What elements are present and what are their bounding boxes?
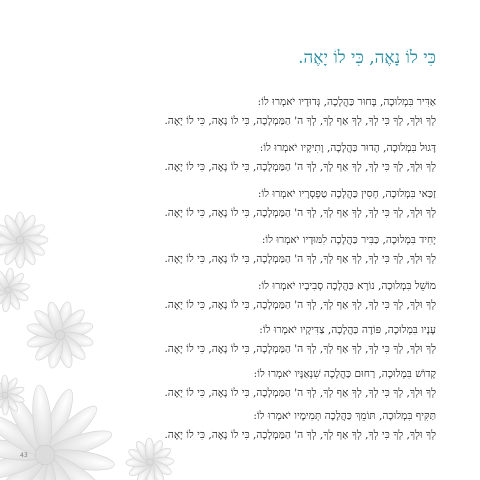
stanza-verse: תַּקִּיף בִּמְלוּכָה, תּוֹמֵךְ כַּהֲלָכָה תְּמִימָיו יֹאמְרוּ לוֹ: <box>253 410 436 422</box>
page-number: 43 <box>20 452 28 459</box>
stanza-refrain: לְךָ וּלְךָ, לְךָ כִּי לְךָ, לְךָ אַף לְךָ, לְךָ ה' הַמַּמְלָכָה, כִּי לוֹ נָאֶה, כִּי לוֹ יָאֶה. <box>164 429 436 441</box>
stanza-7 <box>164 367 436 400</box>
stanza-6 <box>164 323 436 356</box>
stanza-verse: יָחִיד בִּמְלוּכָה, כַּבִּיר כַּהֲלָכָה לִמּוּדָיו יֹאמְרוּ לוֹ: <box>261 234 436 246</box>
stanza-refrain: לְךָ וּלְךָ, לְךָ כִּי לְךָ, לְךָ אַף לְךָ, לְךָ ה' הַמַּמְלָכָה, כִּי לוֹ נָאֶה, כִּי לוֹ יָאֶה. <box>164 253 436 265</box>
stanza-refrain: לְךָ וּלְךָ, לְךָ כִּי לְךָ, לְךָ אַף לְךָ, לְךָ ה' הַמַּמְלָכָה, כִּי לוֹ נָאֶה, כִּי לוֹ יָאֶה. <box>164 299 436 311</box>
stanza-refrain: לְךָ וּלְךָ, לְךָ כִּי לְךָ, לְךָ אַף לְךָ, לְךָ ה' הַמַּמְלָכָה, כִּי לוֹ נָאֶה, כִּי לוֹ יָאֶה. <box>164 343 436 355</box>
stanza-5 <box>164 279 436 312</box>
daisy-flower <box>0 212 48 268</box>
stanza-verse: דָּגוּל בִּמְלוּכָה, הָדוּר כַּהֲלָכָה, וָתִיקָיו יֹאמְרוּ לוֹ: <box>259 142 436 154</box>
stanza-4 <box>164 233 436 266</box>
stanza-refrain: לְךָ וּלְךָ, לְךָ כִּי לְךָ, לְךָ אַף לְךָ, לְךָ ה' הַמַּמְלָכָה, כִּי לוֹ נָאֶה, כִּי לוֹ יָאֶה. <box>164 207 436 219</box>
daisy-flower <box>0 268 30 313</box>
page-title: כִּי לוֹ נָאֶה, כִּי לוֹ יָאֶה. <box>298 48 436 68</box>
stanza-2 <box>164 141 436 174</box>
daisy-flower <box>126 438 174 480</box>
stanza-refrain: לְךָ וּלְךָ, לְךָ כִּי לְךָ, לְךָ אַף לְךָ, לְךָ ה' הַמַּמְלָכָה, כִּי לוֹ נָאֶה, כִּי לוֹ יָאֶה. <box>164 161 436 173</box>
stanza-verse: קָדוֹשׁ בִּמְלוּכָה, רַחוּם כַּהֲלָכָה שִׁנְאַנָּיו יֹאמְרוּ לוֹ: <box>253 368 436 380</box>
stanza-verse: אַדִּיר בִּמְלוּכָה, בָּחוּר כַּהֲלָכָה, גְּדוּדָיו יֹאמְרוּ לוֹ: <box>257 96 436 108</box>
stanza-verse: זַכַּאי בִּמְלוּכָה, חָסִין כַּהֲלָכָה טַפְסְרָיו יֹאמְרוּ לוֹ: <box>257 188 436 200</box>
stanza-refrain: לְךָ וּלְךָ, לְךָ כִּי לְךָ, לְךָ אַף לְךָ, לְךָ ה' הַמַּמְלָכָה, כִּי לוֹ נָאֶה, כִּי לוֹ יָאֶה. <box>164 387 436 399</box>
stanza-verse: מוֹשֵׁל בִּמְלוּכָה, נוֹרָא כַּהֲלָכָה סְבִיבָיו יֹאמְרוּ לוֹ: <box>257 280 436 292</box>
stanza-verse: עָנָיו בִּמְלוּכָה, פּוֹדֶה כַּהֲלָכָה, צַדִּיקָיו יֹאמְרוּ לוֹ: <box>259 324 436 336</box>
daisy-flower <box>26 301 95 370</box>
stanza-refrain: לְךָ וּלְךָ, לְךָ כִּי לְךָ, לְךָ אַף לְךָ, לְךָ ה' הַמַּמְלָכָה, כִּי לוֹ נָאֶה, כִּי לוֹ יָאֶה. <box>164 115 436 127</box>
stanza-3 <box>164 187 436 220</box>
stanza-8 <box>164 409 436 442</box>
stanza-1 <box>164 95 436 128</box>
